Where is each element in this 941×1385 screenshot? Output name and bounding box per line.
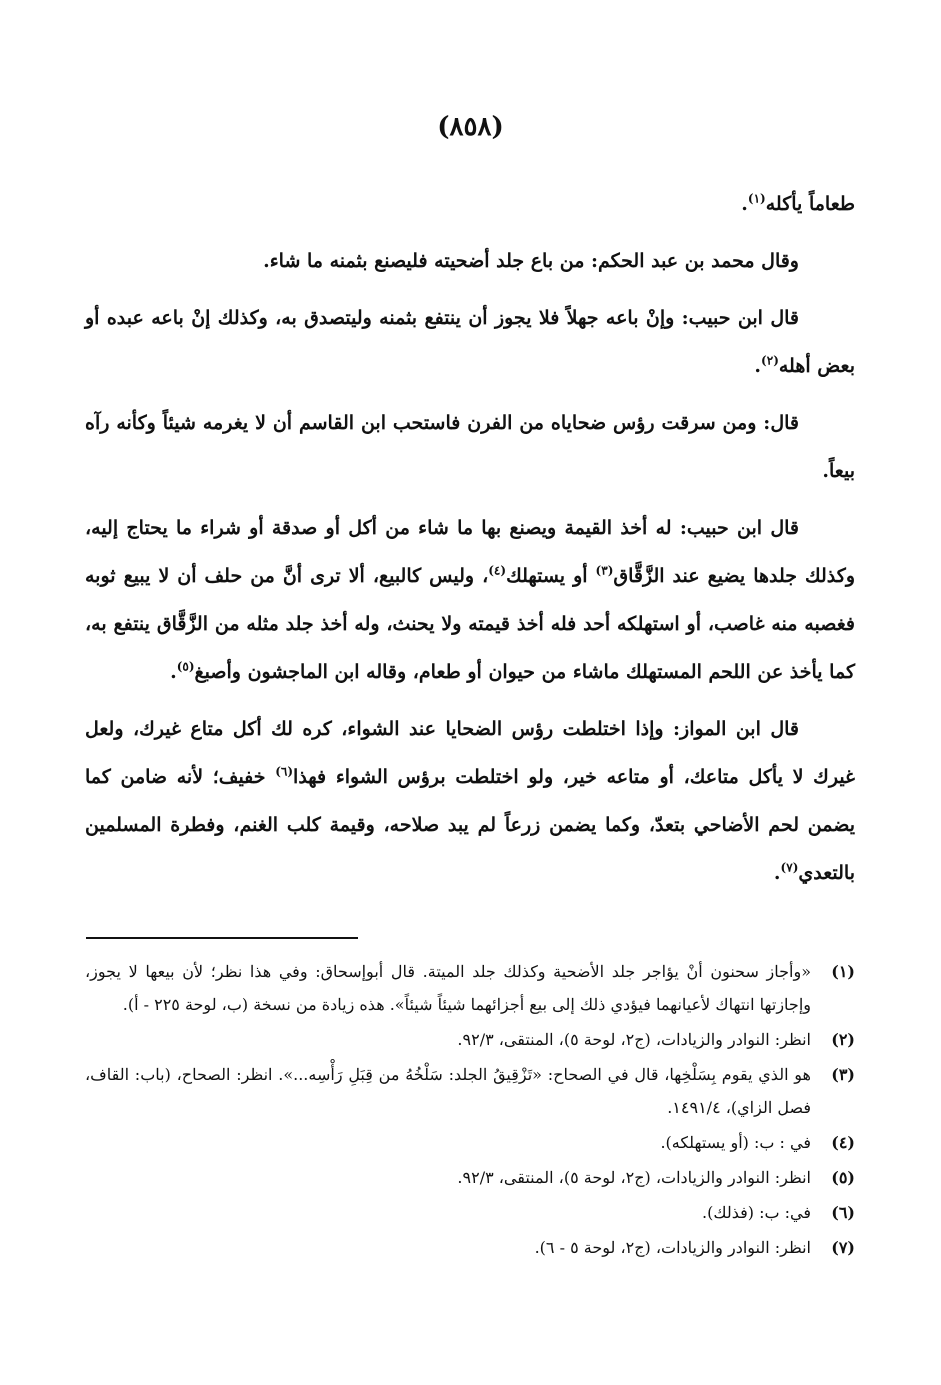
paragraph-tail: . bbox=[741, 193, 748, 215]
paragraph-4 bbox=[85, 399, 855, 495]
paragraph-tail: . bbox=[773, 862, 781, 884]
paragraph-2 bbox=[85, 237, 855, 285]
footnote-ref[interactable]: (١) bbox=[747, 191, 766, 206]
paragraph-tail: . bbox=[754, 355, 762, 377]
footnote-ref[interactable]: (٥) bbox=[176, 659, 195, 674]
footnote-number: (٤) bbox=[831, 1133, 855, 1152]
footnote-item bbox=[85, 1161, 855, 1194]
footnote-number: (٥) bbox=[831, 1168, 855, 1187]
footnote-number: (٧) bbox=[831, 1238, 855, 1257]
paragraph-text: وقال محمد بن عبد الحكم: من باع جلد أضحيته فليصنع بثمنه ما شاء. bbox=[263, 250, 799, 272]
footnote-ref[interactable]: (٣) bbox=[595, 563, 614, 578]
footnote-text: انظر: النوادر والزيادات، (ج٢، لوحة ٥)، المنتقى، ٩٢/٣. bbox=[457, 1168, 811, 1187]
footnote-item bbox=[85, 1126, 855, 1159]
paragraph-text: أو يستهلك bbox=[506, 565, 596, 587]
paragraph-text: قال ابن حبيب: وإنْ باعه جهلاً فلا يجوز أن ينتفع بثمنه وليتصدق به، وكذلك إنْ باعه عبده أو بعض أهله bbox=[85, 307, 855, 377]
paragraph-3 bbox=[85, 294, 855, 390]
paragraph-tail: . bbox=[170, 661, 177, 683]
footnote-number: (١) bbox=[831, 962, 855, 981]
footnotes bbox=[85, 955, 855, 1266]
footnote-ref[interactable]: (٢) bbox=[761, 353, 779, 368]
paragraph-text: ، وليس كالبيع، ألا ترى أنَّ من حلف أن لا يبيع ثوبه فغصبه منه غاصب، أو استهلكه أحد فله أخذ قيمته ولا يحنث، وله أخذ جلد مثله من الزَّقَّاق ينتفع به، كما يأخذ عن اللحم المستهلك ماشاء من حيوان أو طعام، وقاله ابن الماجشون وأصبغ bbox=[85, 565, 855, 683]
paragraph-text: قال: ومن سرقت رؤس ضحاياه من الفرن فاستحب ابن القاسم أن لا يغرمه شيئاً وكأنه رآه بيعاً. bbox=[85, 412, 855, 482]
footnote-text: «وأجاز سحنون أنْ يؤاجر جلد الأضحية وكذلك جلد الميتة. قال أبوإسحاق: وفي هذا نظر؛ لأن بيعها لا يجوز، وإجازتها انتهاك لأعيانهما فيؤدي ذلك إلى بيع أجزائهما شيئاً شيئاً». هذه زيادة من نسخة (ب، لوحة ٢٢٥ - أ). bbox=[85, 962, 812, 1014]
paragraph-6 bbox=[85, 705, 855, 897]
footnote-item bbox=[85, 955, 855, 1021]
footnote-number: (٦) bbox=[831, 1203, 855, 1222]
paragraph-text: قال ابن حبيب: له أخذ القيمة ويصنع بها ما شاء من أكل أو صدقة أو شراء ما يحتاج إليه، وكذلك جلدها يضيع عند الزَّقَّاق bbox=[85, 517, 856, 587]
footnote-number: (٢) bbox=[831, 1030, 855, 1049]
footnote-item bbox=[85, 1023, 855, 1056]
footnote-number: (٣) bbox=[831, 1065, 855, 1084]
main-text bbox=[85, 180, 855, 906]
footnote-item bbox=[85, 1196, 855, 1229]
footnote-text: في : ب: (أو يستهلكه). bbox=[660, 1133, 811, 1152]
footnote-ref[interactable]: (٧) bbox=[780, 860, 799, 875]
footnote-item bbox=[85, 1231, 855, 1264]
paragraph-text: طعاماً يأكله bbox=[765, 193, 855, 215]
paragraph-1 bbox=[85, 180, 855, 228]
page-number: (٨٥٨) bbox=[437, 112, 504, 142]
footnote-divider bbox=[86, 937, 358, 939]
footnote-text: انظر: النوادر والزيادات، (ج٢، لوحة ٥)، المنتقى، ٩٢/٣. bbox=[457, 1030, 811, 1049]
footnote-ref[interactable]: (٤) bbox=[488, 563, 507, 578]
paragraph-text: قال ابن المواز: وإذا اختلطت رؤس الضحايا عند الشواء، كره لك أكل متاع غيرك، ولعل غيرك لا يأكل متاعك، أو متاعه خير، ولو اختلطت برؤس الشواء فهذا bbox=[85, 718, 855, 788]
paragraph-5 bbox=[85, 504, 855, 696]
footnote-item bbox=[85, 1058, 855, 1124]
footnote-ref[interactable]: (٦) bbox=[275, 764, 294, 779]
footnote-text: هو الذي يقوم بِسَلْخِها، قال في الصحاح: «تَزْقِيقُ الجلد: سَلْخُهُ من قِبَلِ رَأْسِه...». انظر: الصحاح، (باب: القاف، فصل الزاي)، ١٤٩١/٤. bbox=[85, 1065, 811, 1117]
footnote-text: انظر: النوادر والزيادات، (ج٢، لوحة ٥ - ٦). bbox=[534, 1238, 811, 1257]
paragraph-text: خفيف؛ لأنه ضامن كما يضمن لحم الأضاحي بتعدّ، وكما يضمن زرعاً لم يبد صلاحه، وقيمة كلب الغنم، وفطرة المسلمين بالتعدي bbox=[85, 766, 855, 884]
footnote-text: في: ب: (فذلك). bbox=[702, 1203, 811, 1222]
